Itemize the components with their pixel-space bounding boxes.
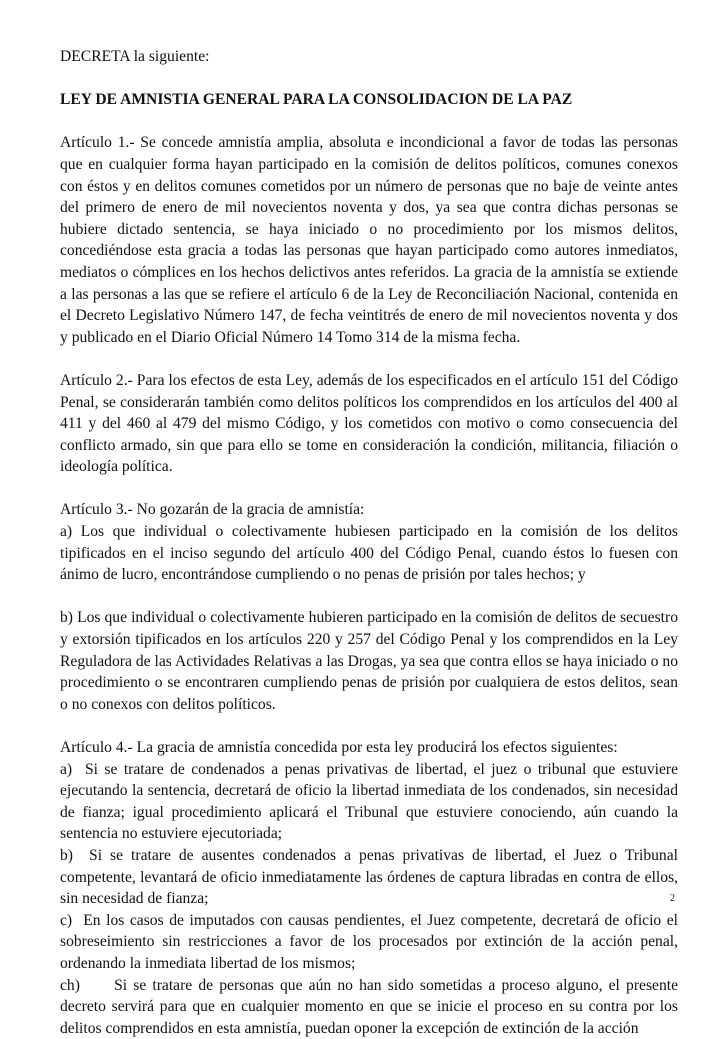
article-3-item-a bbox=[60, 521, 678, 586]
item-text: En los casos de imputados con causas pendientes, el Juez competente, decretará de oficio el sobreseimiento sin restricciones a favor de los procesados por extinción de la acción penal, ordenando la inmediata libertad de los mismos; bbox=[60, 911, 679, 972]
item-text: Si se tratare de condenados a penas privativas de libertad, el juez o tribunal que estuviere ejecutando la sentencia, decretará de oficio la libertad inmediata de los condenados, sin necesidad de fianza; igual procedimiento aplicará el Tribunal que estuviere conociendo, aún cuando la sentencia no estuviere ejecutoriada; bbox=[60, 760, 678, 843]
item-label: b) bbox=[60, 846, 73, 864]
item-label: ch) bbox=[60, 976, 80, 994]
article-4-item-ch bbox=[60, 975, 678, 1039]
document-page bbox=[60, 46, 678, 1039]
article-1: Artículo 1.- Se concede amnistía amplia, absoluta e incondicional a favor de todas las personas que en cualquier forma hayan participado en la comisión de delitos políticos, comunes conexos con éstos y en delitos comunes cometidos por un número de personas que no baje de veinte antes del primero de enero de mil novecientos noventa y dos, ya sea que contra dichas personas se hubiere dictado sentencia, se haya iniciado o no procedimiento por los mismos delitos, concediéndose esta gracia a todas las personas que hayan participado como autores inmediatos, mediatos o cómplices en los hechos delictivos antes referidos. La gracia de la amnistía se extiende a las personas a las que se refiere el artículo 6 de la Ley de Reconciliación Nacional, contenida en el Decreto Legislativo Número 147, de fecha veintitrés de enero de mil novecientos noventa y dos y publicado en el Diario Oficial Número 14 Tomo 314 de la misma fecha. bbox=[60, 134, 678, 346]
article-3-heading: Artículo 3.- No gozarán de la gracia de amnistía: bbox=[60, 501, 365, 519]
article-3 bbox=[60, 499, 678, 715]
item-text: Los que individual o colectivamente hubieren participado en la comisión de delitos de secuestro y extorsión tipificados en los artículos 220 y 257 del Código Penal y los comprendidos en la Ley Reguladora de las Actividades Relativas a las Drogas, ya sea que contra ellos se haya iniciado o no procedimiento o se encontraren cumpliendo penas de prisión por cualquiera de estos delitos, sean o no conexos con delitos políticos. bbox=[60, 609, 678, 713]
item-text: Si se tratare de personas que aún no han sido sometidas a proceso alguno, el presente decreto servirá para que en cualquier momento en que se inicie el proceso en su contra por los delitos comprendidos en esta amnistía, puedan oponer la excepción de extinción de la acción bbox=[60, 976, 679, 1037]
item-label: c) bbox=[60, 911, 73, 929]
item-label: a) bbox=[60, 523, 73, 541]
article-4-item-c bbox=[60, 910, 678, 975]
item-text: Si se tratare de ausentes condenados a penas privativas de libertad, el Juez o Tribunal competente, levantará de oficio inmediatamente las órdenes de captura libradas en contra de ellos, sin necesidad de fianza; bbox=[60, 846, 678, 908]
article-4-item-b bbox=[60, 845, 678, 910]
article-4-item-a bbox=[60, 759, 678, 845]
item-text: Los que individual o colectivamente hubiesen participado en la comisión de los delitos tipificados en el inciso segundo del artículo 400 del Código Penal, cuando éstos lo fuesen con ánimo de lucro, encontrándose cumpliendo o no penas de prisión por tales hechos; y bbox=[60, 523, 679, 584]
law-title: LEY DE AMNISTIA GENERAL PARA LA CONSOLIDACION DE LA PAZ bbox=[60, 91, 573, 109]
page-number: 2 bbox=[670, 893, 675, 904]
article-2: Artículo 2.- Para los efectos de esta Ley, además de los especificados en el artículo 151 del Código Penal, se considerarán también como delitos políticos los comprendidos en los artículos del 400 al 411 y del 460 al 479 del mismo Código, y los cometidos con motivo o como consecuencia del conflicto armado, sin que para ello se tome en consideración la condición, militancia, filiación o ideología política. bbox=[60, 371, 678, 476]
article-4 bbox=[60, 737, 678, 1039]
article-3-item-b bbox=[60, 607, 678, 715]
article-4-heading: Artículo 4.- La gracia de amnistía concedida por esta ley producirá los efectos siguientes: bbox=[60, 739, 618, 756]
item-label: a) bbox=[60, 760, 73, 778]
decree-intro: DECRETA la siguiente: bbox=[60, 48, 210, 65]
item-label: b) bbox=[60, 609, 73, 627]
